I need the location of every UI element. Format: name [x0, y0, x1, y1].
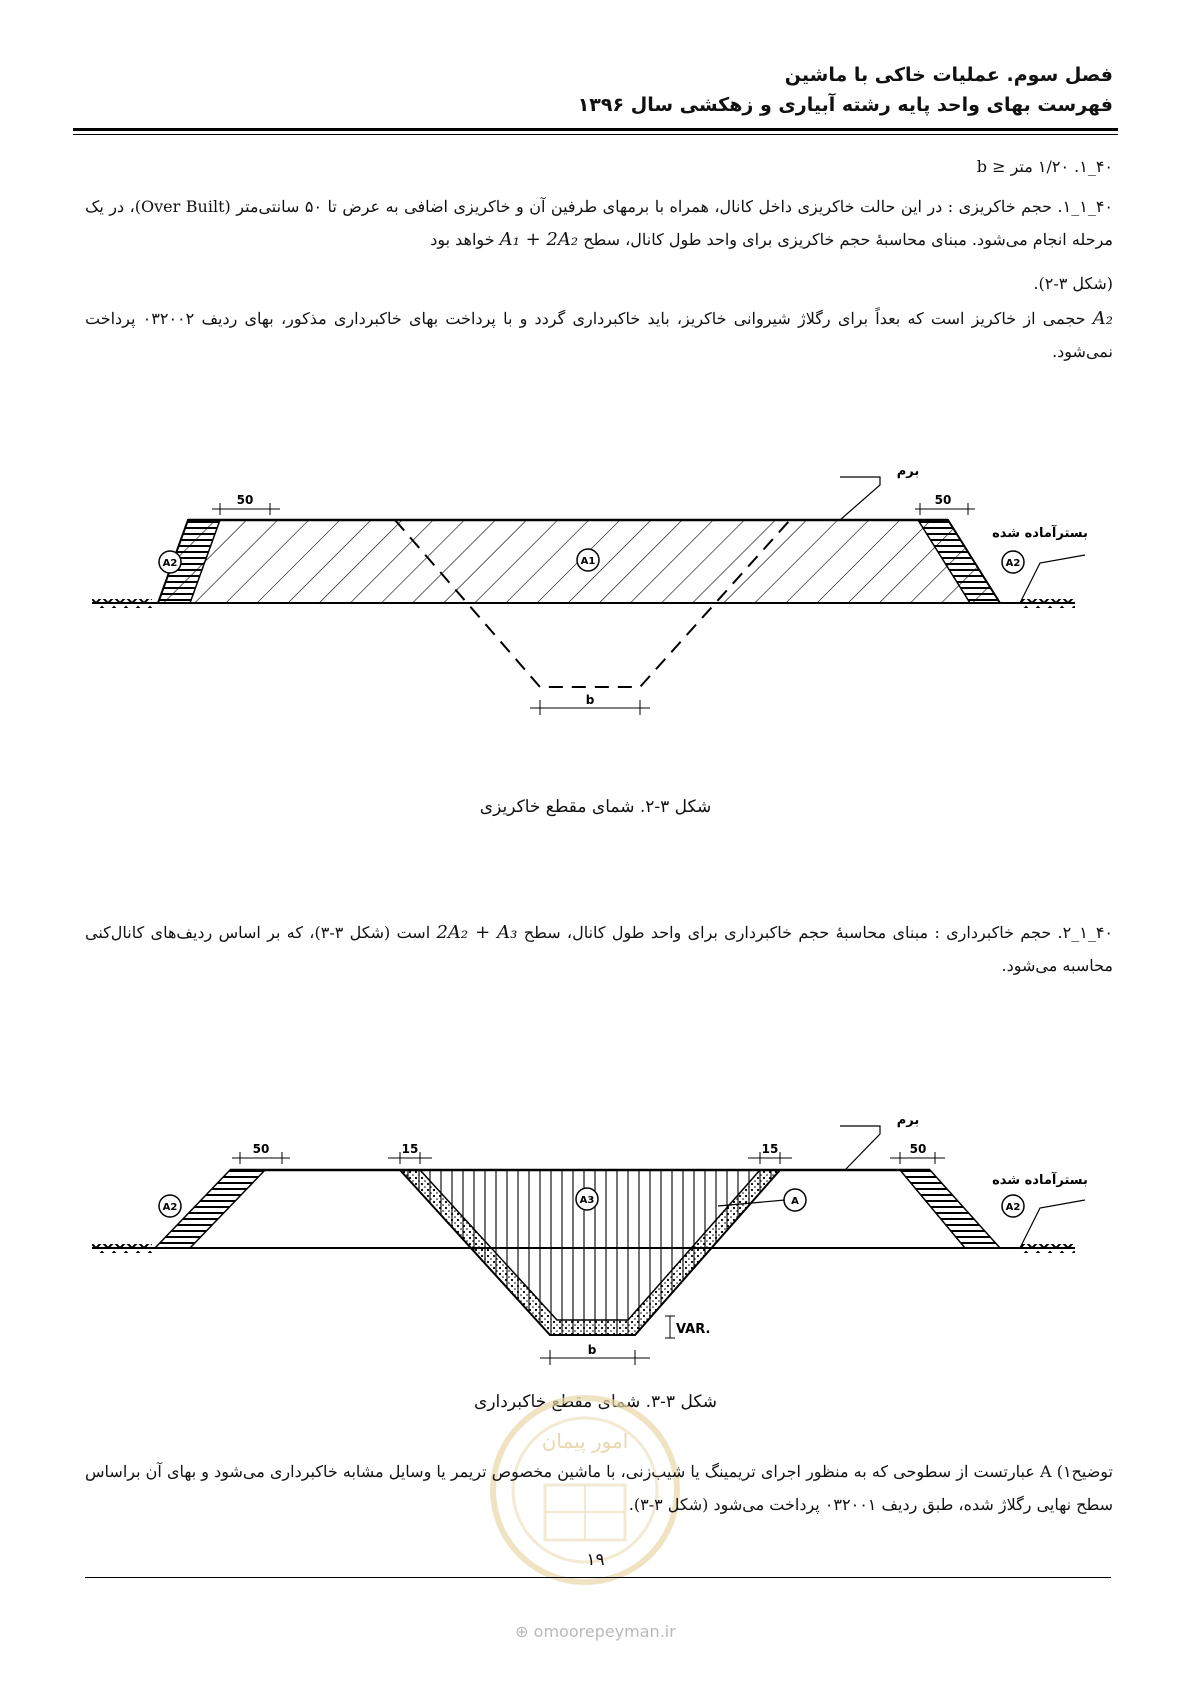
- chapter-title: فصل سوم. عملیات خاکی با ماشین: [784, 64, 1113, 86]
- label-a2-left: A2: [162, 558, 178, 569]
- label-a2-right-2: A2: [1005, 1202, 1021, 1213]
- prepared-bed-label-2: بسترآماده شده: [992, 1173, 1088, 1188]
- ground-hatch-right: [1020, 599, 1075, 608]
- prepared-bed-label: بسترآماده شده: [992, 526, 1088, 541]
- dim-inner-right-label: 15: [761, 1142, 779, 1156]
- dim-left-label: 50: [236, 493, 254, 507]
- site-watermark: [0, 1622, 1191, 1641]
- ground-hatch-left-2: [92, 1244, 152, 1253]
- paragraph-fill-text-2: خواهد بود: [430, 230, 495, 249]
- paragraph-fill-volume: [85, 190, 1113, 256]
- dim-b-label-2: b: [587, 1343, 597, 1357]
- formula-cut: 2A₂ + A₃: [436, 922, 518, 943]
- footer-rule: [85, 1577, 1111, 1578]
- berm-label: برم: [896, 464, 920, 479]
- watermark-text: omoorepeyman.ir: [533, 1622, 676, 1641]
- dim-right-label-2: 50: [909, 1142, 927, 1156]
- explanatory-note: توضیح۱) A عبارتست از سطوحی که به منظور اجرای تریمینگ یا شیب‌زنی، با ماشین مخصوص تریمر یا وسایل مشابه خاکبرداری می‌شود و بهای آن براساس سطح نهایی رگلاژ شده، طبق ردیف ۰۳۲۰۰۱ پرداخت می‌شود (شکل ۳-۳).: [85, 1462, 1113, 1514]
- cut-cross-section-diagram: [0, 1080, 1191, 1370]
- paragraph-fill-ref: (شکل ۳-۲).: [1033, 274, 1113, 293]
- paragraph-a2-text: حجمی از خاکریز است که بعداً برای رگلاژ شیروانی خاکریز، باید خاکبرداری گردد و با پرداخت بهای خاکبرداری مذکور، بهای ردیف ۰۳۲۰۰۲ پرداخت نمی‌شود.: [85, 309, 1113, 361]
- seal-text: امور پیمان: [541, 1429, 629, 1453]
- figure2-caption: شکل ۳-۳. شمای مقطع خاکبرداری: [474, 1392, 717, 1412]
- ground-hatch-right-2: [1020, 1244, 1075, 1253]
- paragraph-cut-text-2: است (شکل ۳-۳)، که بر اساس ردیف‌های کانال‌کنی محاسبه می‌شود.: [85, 923, 1113, 975]
- watermark-icon: ⊕: [515, 1622, 529, 1641]
- label-a: A: [791, 1196, 799, 1207]
- figure1-caption: شکل ۳-۲. شمای مقطع خاکریزی: [479, 797, 712, 817]
- fill-cross-section-diagram: [0, 455, 1191, 725]
- page-header: [578, 60, 1113, 120]
- dim-b-label: b: [585, 693, 595, 707]
- header-rule-thin: [73, 134, 1118, 135]
- label-a1: A1: [580, 556, 596, 567]
- paragraph-cut-text-1: ۴۰_۱_۲. حجم خاکبرداری : مبنای محاسبهٔ حجم خاکبرداری برای واحد طول کانال، سطح: [523, 923, 1114, 942]
- label-a3: A3: [579, 1195, 595, 1206]
- label-a2-right: A2: [1005, 558, 1021, 569]
- dim-left-label-2: 50: [252, 1142, 270, 1156]
- paragraph-cut-volume: [85, 916, 1113, 982]
- ground-hatch-left: [92, 599, 152, 608]
- formula-a2: A₂: [1092, 308, 1113, 329]
- section-heading: ۴۰_۱. ۱/۲۰ متر ≤ b: [976, 157, 1113, 176]
- paragraph-a2-note: [85, 302, 1113, 368]
- var-label: VAR.: [676, 1322, 711, 1337]
- berm-label-2: برم: [896, 1113, 920, 1128]
- area-a2-right-shape-2: [900, 1170, 1000, 1248]
- document-title: فهرست بهای واحد پایه رشته آبیاری و زهکشی سال ۱۳۹۶: [577, 94, 1113, 116]
- paragraph-fill-text-1: ۴۰_۱_۱. حجم خاکریزی : در این حالت خاکریزی داخل کانال، همراه با برمهای طرفین آن و خاکریزی اضافی به عرض تا ۵۰ سانتی‌متر (Over Built)، در یک مرحله انجام می‌شود. مبنای محاسبهٔ حجم خاکریزی برای واحد طول کانال، سطح: [85, 197, 1114, 249]
- header-rule-thick: [73, 128, 1118, 131]
- dim-right-label: 50: [934, 493, 952, 507]
- formula-fill: A₁ + 2A₂: [499, 229, 579, 250]
- label-a2-left-2: A2: [162, 1202, 178, 1213]
- dim-inner-left-label: 15: [401, 1142, 419, 1156]
- page-number: ۱۹: [586, 1550, 605, 1570]
